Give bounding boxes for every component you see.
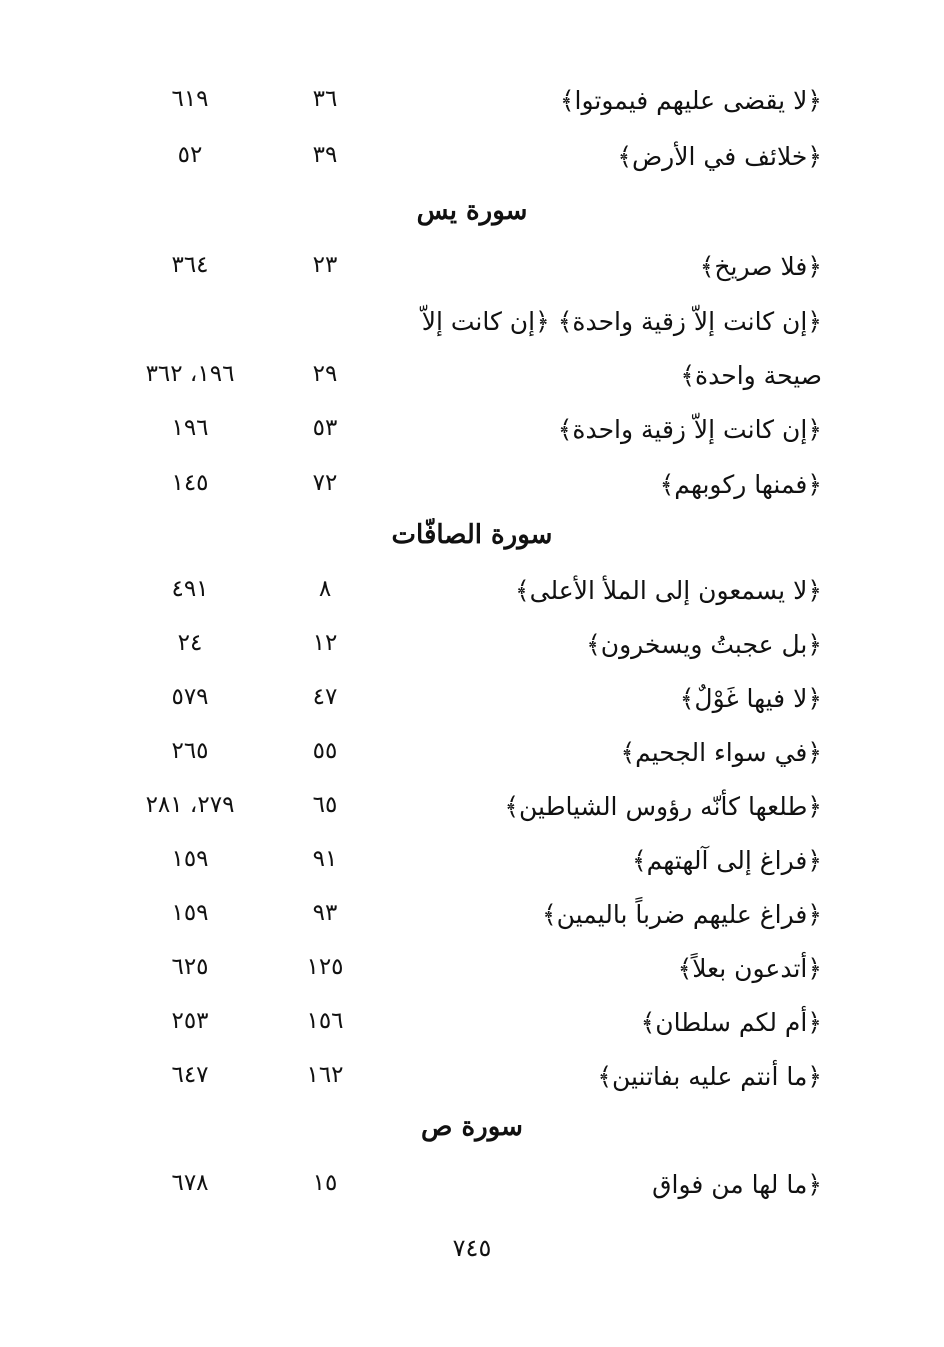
ayah-number: ٩٣: [312, 900, 338, 926]
verse-text: ﴿في سواء الجحيم﴾: [620, 738, 822, 767]
ayah-number: ٥٣: [312, 415, 338, 441]
index-row: [0, 1158, 944, 1212]
ayah-number: ١٦٢: [306, 1062, 344, 1088]
page-references: ٦٧٨: [171, 1170, 209, 1196]
verse-text: ﴿ما أنتم عليه بفاتنين﴾: [597, 1062, 822, 1091]
verse-text: ﴿فمنها ركوبهم﴾: [659, 470, 822, 499]
index-row: [0, 780, 944, 834]
index-row: [0, 726, 944, 780]
index-row: [0, 458, 944, 512]
verse-text: ﴿بل عجبتُ ويسخرون﴾: [586, 630, 822, 659]
page-references: ٤٩١: [171, 576, 209, 602]
verse-text: ﴿إن كانت إلاّ زقية واحدة﴾: [557, 415, 822, 444]
verse-text: ﴿طلعها كأنّه رؤوس الشياطين﴾: [504, 792, 822, 821]
verse-text: ﴿لا يسمعون إلى الملأ الأعلى﴾: [515, 576, 822, 605]
index-row: [0, 74, 944, 128]
page-references: ٦٢٥: [171, 954, 209, 980]
index-row: [0, 1050, 944, 1104]
page-references: ٢٧٩، ٢٨١: [145, 792, 235, 818]
index-row: [0, 618, 944, 672]
page-references: ٥٢: [177, 142, 203, 168]
ayah-number: ٥٥: [312, 738, 338, 764]
page-references: ٦١٩: [171, 86, 209, 112]
verse-text: صيحة واحدة﴾: [680, 361, 822, 390]
verse-text: ﴿ما لها من فواق: [652, 1170, 822, 1199]
verse-text: ﴿أم لكم سلطان﴾: [640, 1008, 822, 1037]
verse-text: ﴿خلائف في الأرض﴾: [617, 142, 822, 171]
surah-heading: سورة الصافّات: [391, 520, 553, 550]
ayah-number: [290, 295, 360, 349]
index-row: [0, 349, 944, 403]
ayah-number: ٦٥: [312, 792, 338, 818]
verse-text: ﴿أتدعون بعلاً﴾: [677, 954, 822, 983]
index-row: [0, 996, 944, 1050]
verse-text: ﴿فراغ إلى آلهتهم﴾: [632, 846, 822, 875]
verse-text: ﴿إن كانت إلاّ زقية واحدة﴾ ﴿إن كانت إلاّ: [421, 307, 822, 336]
ayah-number: ١٢٥: [306, 954, 344, 980]
index-row: [0, 130, 944, 184]
page-references: ٢٥٣: [171, 1008, 209, 1034]
verse-text: ﴿فلا صريخ﴾: [699, 252, 822, 281]
page-references: [100, 295, 280, 349]
page-references: ٥٧٩: [171, 684, 209, 710]
page-references: ١٥٩: [171, 846, 209, 872]
surah-heading: سورة يس: [416, 196, 528, 226]
page-references: ٣٦٤: [171, 252, 209, 278]
ayah-number: ٤٧: [312, 684, 338, 710]
page-number: ٧٤٥: [452, 1234, 492, 1262]
ayah-number: ١٥٦: [306, 1008, 344, 1034]
page-references: ١٥٩: [171, 900, 209, 926]
ayah-number: ٢٣: [312, 252, 338, 278]
verse-text: ﴿لا فيها غَوْلٌ﴾: [679, 684, 822, 713]
ayah-number: ٣٩: [312, 142, 338, 168]
page-references: ١٩٦: [171, 415, 209, 441]
index-row: [0, 672, 944, 726]
ayah-number: ٨: [318, 576, 332, 602]
ayah-number: ١٥: [312, 1170, 338, 1196]
index-row: [0, 888, 944, 942]
page-references: ١٩٦، ٣٦٢: [145, 361, 235, 387]
index-row: [0, 295, 944, 349]
ayah-number: ٧٢: [312, 470, 338, 496]
verse-text: ﴿لا يقضى عليهم فيموتوا﴾: [559, 86, 822, 115]
page-references: ٢٤: [177, 630, 203, 656]
index-row: [0, 403, 944, 457]
index-row: [0, 834, 944, 888]
surah-heading: سورة ص: [421, 1112, 523, 1142]
ayah-number: ٢٩: [312, 361, 338, 387]
index-row: [0, 240, 944, 294]
index-row: [0, 564, 944, 618]
page-references: ٢٦٥: [171, 738, 209, 764]
verse-text: ﴿فراغ عليهم ضرباً باليمين﴾: [541, 900, 822, 929]
page-references: ٦٤٧: [171, 1062, 209, 1088]
ayah-number: ١٢: [312, 630, 338, 656]
index-row: [0, 942, 944, 996]
ayah-number: ٣٦: [312, 86, 338, 112]
ayah-number: ٩١: [312, 846, 338, 872]
page-references: ١٤٥: [171, 470, 209, 496]
